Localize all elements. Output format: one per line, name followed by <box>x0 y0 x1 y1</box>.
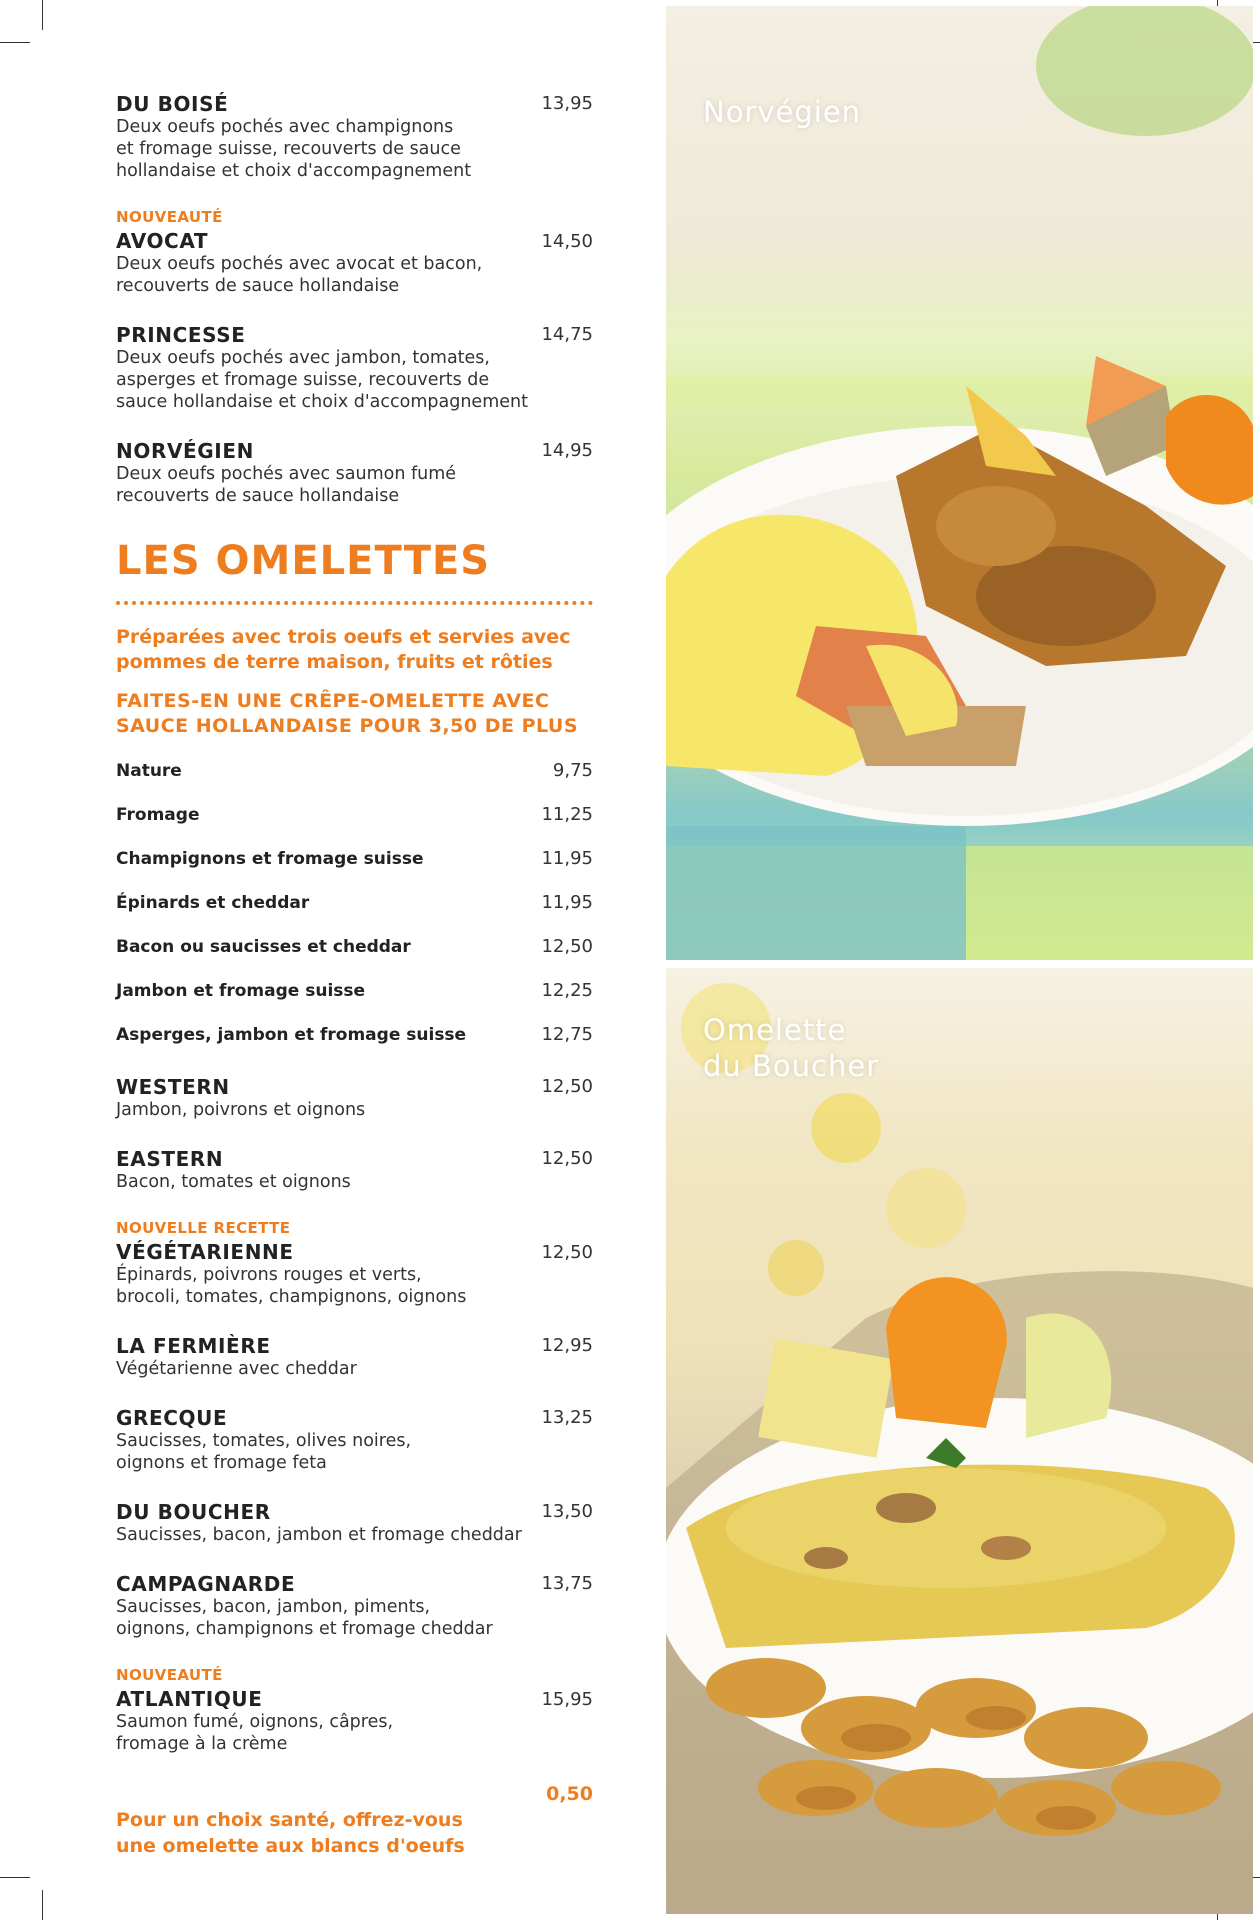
simple-item <box>116 979 593 1023</box>
item-price: 11,95 <box>541 892 593 913</box>
simple-item <box>116 935 593 979</box>
item-name: Fromage <box>116 805 200 825</box>
menu-item <box>116 1334 593 1380</box>
menu-item <box>116 1075 593 1121</box>
item-price: 12,50 <box>541 1148 593 1169</box>
item-name: LA FERMIÈRE <box>116 1334 271 1358</box>
item-description: Deux oeufs pochés avec champignons et fromage suisse, recouverts de sauce hollandaise et choix d'accompagnement <box>116 117 472 181</box>
menu-item <box>116 439 593 507</box>
item-price: 12,75 <box>541 1024 593 1045</box>
item-price: 9,75 <box>552 760 593 781</box>
item-name: WESTERN <box>116 1075 230 1099</box>
norvegien-dish-illustration <box>666 6 1253 960</box>
item-price: 13,25 <box>541 1407 593 1428</box>
simple-item <box>116 891 593 935</box>
item-name: ATLANTIQUE <box>116 1687 263 1711</box>
new-recipe-badge: NOUVELLE RECETTE <box>116 1219 291 1237</box>
photo-norvegien <box>666 6 1253 960</box>
item-name: CAMPAGNARDE <box>116 1572 296 1596</box>
item-name: Champignons et fromage suisse <box>116 849 424 869</box>
crop-mark <box>0 42 30 43</box>
item-description: Deux oeufs pochés avec saumon fumé recouverts de sauce hollandaise <box>116 464 457 506</box>
item-price: 13,95 <box>541 93 593 114</box>
item-name: Épinards et cheddar <box>116 893 310 913</box>
health-note-price: 0,50 <box>546 1783 593 1805</box>
item-name: Asperges, jambon et fromage suisse <box>116 1025 467 1045</box>
menu-item <box>116 92 593 182</box>
menu-item <box>116 1147 593 1193</box>
item-name: Bacon ou saucisses et cheddar <box>116 937 411 957</box>
item-description: Saucisses, bacon, jambon, piments, oignons, champignons et fromage cheddar <box>116 1597 493 1639</box>
menu-item <box>116 1572 593 1640</box>
item-price: 15,95 <box>541 1689 593 1710</box>
dotted-divider <box>116 601 593 605</box>
health-note-text: Pour un choix santé, offrez-vous une omelette aux blancs d'oeufs <box>116 1809 465 1857</box>
crop-mark <box>42 0 43 30</box>
item-name: VÉGÉTARIENNE <box>116 1240 294 1264</box>
item-price: 12,50 <box>541 1076 593 1097</box>
item-name: Jambon et fromage suisse <box>116 981 366 1001</box>
menu-item <box>116 1500 593 1546</box>
item-price: 14,75 <box>541 324 593 345</box>
item-price: 14,95 <box>541 440 593 461</box>
item-name: DU BOISÉ <box>116 92 229 116</box>
item-price: 12,50 <box>541 936 593 957</box>
health-choice-note <box>116 1781 593 1885</box>
item-description: Saumon fumé, oignons, câpres, fromage à la crème <box>116 1712 394 1754</box>
crop-mark <box>0 1877 30 1878</box>
simple-item <box>116 759 593 803</box>
item-price: 11,95 <box>541 848 593 869</box>
item-price: 12,25 <box>541 980 593 1001</box>
item-description: Deux oeufs pochés avec jambon, tomates, asperges et fromage suisse, recouverts de sauce hollandaise et choix d'accompagnement <box>116 348 528 412</box>
simple-item <box>116 803 593 847</box>
new-badge: NOUVEAUTÉ <box>116 208 223 226</box>
item-name: Nature <box>116 761 182 781</box>
menu-item <box>116 208 593 297</box>
simple-item <box>116 1023 593 1075</box>
item-name: EASTERN <box>116 1147 224 1171</box>
menu-item <box>116 323 593 413</box>
item-price: 12,50 <box>541 1242 593 1263</box>
menu-item <box>116 1219 593 1308</box>
item-name: GRECQUE <box>116 1406 228 1430</box>
menu-item <box>116 1666 593 1755</box>
item-description: Saucisses, bacon, jambon et fromage cheddar <box>116 1525 522 1545</box>
menu-item <box>116 1406 593 1474</box>
item-description: Deux oeufs pochés avec avocat et bacon, recouverts de sauce hollandaise <box>116 254 483 296</box>
benedict-list <box>116 92 593 507</box>
item-price: 11,25 <box>541 804 593 825</box>
item-name: PRINCESSE <box>116 323 246 347</box>
item-price: 14,50 <box>541 231 593 252</box>
simple-item <box>116 847 593 891</box>
photo-omelette-boucher <box>666 968 1253 1914</box>
item-name: DU BOUCHER <box>116 1500 271 1524</box>
item-name: AVOCAT <box>116 229 209 253</box>
photo-caption-top: Norvégien <box>703 95 862 129</box>
section-title: LES OMELETTES <box>116 538 491 584</box>
item-price: 13,75 <box>541 1573 593 1594</box>
item-description: Épinards, poivrons rouges et verts, brocoli, tomates, champignons, oignons <box>116 1265 467 1307</box>
photo-caption-bottom: Omelette du Boucher <box>703 1013 880 1083</box>
item-price: 12,95 <box>541 1335 593 1356</box>
item-name: NORVÉGIEN <box>116 439 254 463</box>
item-description: Bacon, tomates et oignons <box>116 1172 351 1192</box>
item-price: 13,50 <box>541 1501 593 1522</box>
item-description: Jambon, poivrons et oignons <box>116 1100 366 1120</box>
crop-mark <box>42 1890 43 1920</box>
omelette-dish-illustration <box>666 968 1253 1914</box>
item-description: Saucisses, tomates, olives noires, oignons et fromage feta <box>116 1431 412 1473</box>
omelettes-intro: Préparées avec trois oeufs et servies avec pommes de terre maison, fruits et rôties <box>116 626 571 673</box>
menu-column <box>116 92 593 1885</box>
crepe-omelette-note: FAITES-EN UNE CRÊPE-OMELETTE AVEC SAUCE HOLLANDAISE POUR 3,50 DE PLUS <box>116 690 579 737</box>
simple-omelette-list <box>116 759 593 1075</box>
specialty-omelette-list <box>116 1075 593 1755</box>
new-badge: NOUVEAUTÉ <box>116 1666 223 1684</box>
item-description: Végétarienne avec cheddar <box>116 1359 357 1379</box>
